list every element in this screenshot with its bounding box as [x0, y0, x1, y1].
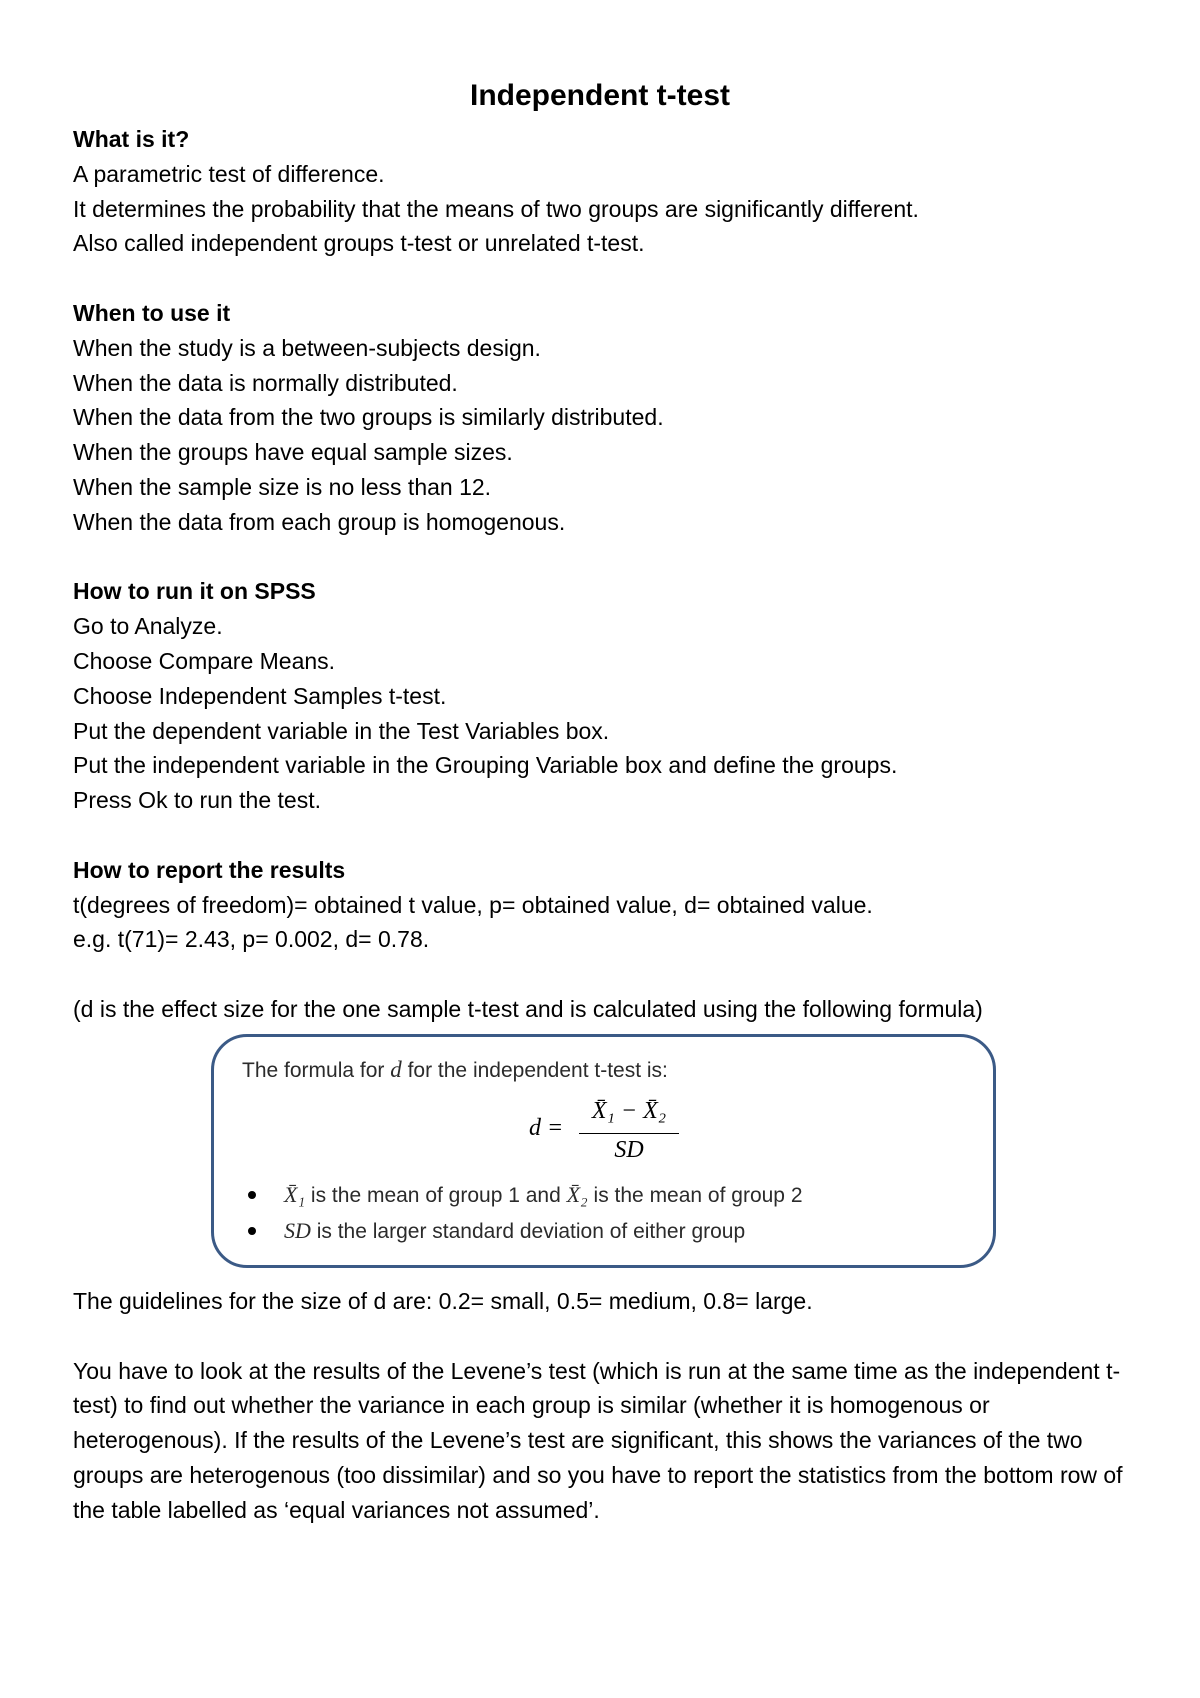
- spacer: [73, 1319, 1143, 1354]
- formula-bullet: [284, 1177, 803, 1213]
- report-line: t(degrees of freedom)= obtained t value, p= obtained value, d= obtained value.: [73, 891, 873, 918]
- when-line: When the study is a between-subjects design.: [73, 334, 541, 361]
- guidelines-line: The guidelines for the size of d are: 0.2= small, 0.5= medium, 0.8= large.: [73, 1288, 813, 1314]
- spacer: [73, 261, 1133, 296]
- when-line: When the sample size is no less than 12.: [73, 473, 492, 500]
- section-heading-spss: How to run it on SPSS: [73, 578, 316, 605]
- spacer: [73, 540, 1133, 575]
- what-line: It determines the probability that the means of two groups are significantly different.: [73, 195, 919, 222]
- equation-numerator: X̄₁ − X̄₂: [591, 1098, 667, 1124]
- section-heading-when: When to use it: [73, 299, 231, 326]
- effect-size-equation: [529, 1093, 699, 1163]
- formula-intro-prefix: The formula for: [242, 1059, 391, 1082]
- levene-paragraph: You have to look at the results of the Levene’s test (which is run at the same time as the independent t-test) to find out whether the variance in each group is similar (whether it is homogenous or heterogenous). If the results of the Levene’s test are significant, this shows the variances of the two groups are heterogenous (too dissimilar) and so you have to report the statistics from the bottom row of the table labelled as ‘equal variances not assumed’.: [73, 1357, 1123, 1523]
- spss-step: Press Ok to run the test.: [73, 787, 321, 814]
- when-line: When the data from each group is homogenous.: [73, 508, 566, 535]
- report-line: e.g. t(71)= 2.43, p= 0.002, d= 0.78.: [73, 926, 430, 953]
- bullet2-text: is the larger standard deviation of either group: [310, 1220, 746, 1243]
- formula-intro-var: d: [390, 1057, 402, 1082]
- mean-group2-symbol: X̄₂: [566, 1182, 588, 1207]
- what-line: A parametric test of difference.: [73, 160, 385, 187]
- bullet1-end-text: is the mean of group 2: [587, 1184, 803, 1207]
- formula-bullet: [284, 1213, 803, 1249]
- when-line: When the data from the two groups is similarly distributed.: [73, 404, 664, 431]
- spss-step: Put the independent variable in the Grouping Variable box and define the groups.: [73, 752, 898, 779]
- what-line: Also called independent groups t-test or unrelated t-test.: [73, 230, 645, 257]
- formula-bullets: [284, 1177, 803, 1249]
- mean-group1-symbol: X̄₁: [284, 1182, 306, 1207]
- equation-lhs: d =: [529, 1115, 564, 1141]
- page-title: Independent t-test: [470, 79, 730, 112]
- main-content: [73, 122, 1133, 1027]
- when-line: When the groups have equal sample sizes.: [73, 439, 513, 466]
- formula-intro: [242, 1057, 668, 1083]
- when-line: When the data is normally distributed.: [73, 369, 458, 396]
- formula-box: [211, 1034, 996, 1268]
- equation-denominator: SD: [614, 1137, 644, 1163]
- bullet1-mid-text: is the mean of group 1 and: [305, 1184, 567, 1207]
- spss-step: Choose Compare Means.: [73, 647, 336, 674]
- section-heading-report: How to report the results: [73, 856, 346, 883]
- bullet-icon: [248, 1191, 256, 1199]
- after-formula-content: [73, 1284, 1143, 1528]
- spss-step: Go to Analyze.: [73, 613, 223, 640]
- bullet-icon: [248, 1227, 256, 1235]
- sd-symbol: SD: [284, 1218, 311, 1243]
- effect-size-note: (d is the effect size for the one sample t-test and is calculated using the following formula): [73, 995, 983, 1022]
- fraction-bar: [579, 1133, 679, 1134]
- spacer: [73, 957, 1133, 992]
- section-heading-what: What is it?: [73, 126, 190, 152]
- spacer: [73, 818, 1133, 853]
- spss-step: Put the dependent variable in the Test Variables box.: [73, 717, 610, 744]
- spss-step: Choose Independent Samples t-test.: [73, 682, 447, 709]
- formula-intro-suffix: for the independent t-test is:: [401, 1059, 668, 1082]
